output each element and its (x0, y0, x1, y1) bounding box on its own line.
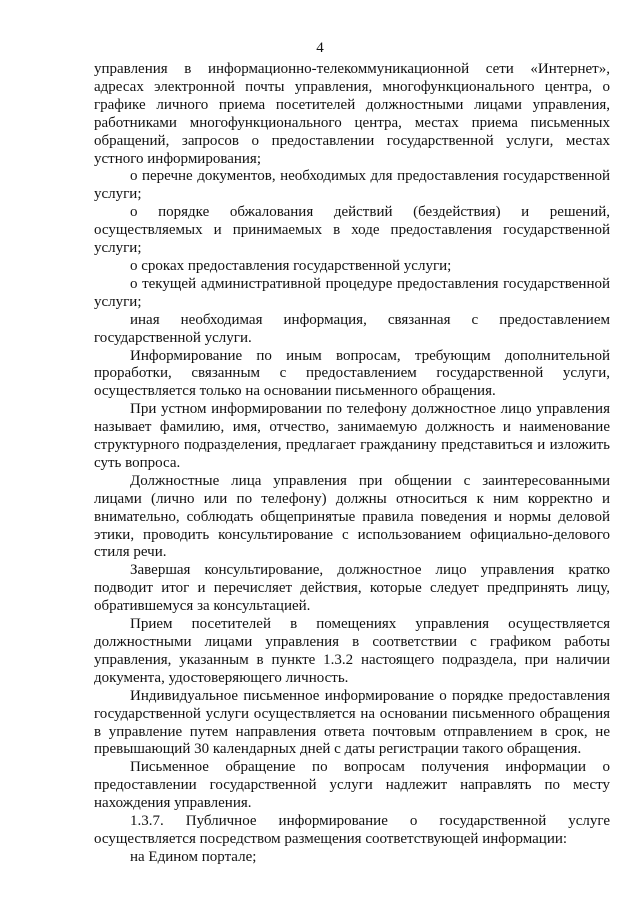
paragraph: Информирование по иным вопросам, требующим дополнительной проработки, связанным с предоставлением государственной услуги, осуществляется только на основании письменного обращения. (94, 347, 610, 400)
paragraph: о текущей административной процедуре предоставления государственной услуги; (94, 275, 610, 310)
paragraph: о порядке обжалования действий (бездействия) и решений, осуществляемых и принимаемых в ходе предоставления государственной услуги; (94, 204, 610, 257)
paragraph: Письменное обращение по вопросам получения информации о предоставлении государственной услуги надлежит направлять по месту нахождения управления. (94, 759, 610, 812)
paragraph: Прием посетителей в помещениях управления осуществляется должностными лицами управления в соответствии с графиком работы управления, указанным в пункте 1.3.2 настоящего подраздела, при наличии документа, удостоверяющего личность. (94, 616, 610, 686)
paragraph: иная необходимая информация, связанная с предоставлением государственной услуги. (94, 311, 610, 346)
paragraph: Должностные лица управления при общении с заинтересованными лицами (лично или по телефону) должны относиться к ним корректно и внимательно, соблюдать общепринятые правила поведения и нормы деловой этики, проводить консультирование с использованием официально-делового стиля речи. (94, 472, 610, 561)
paragraph: на Едином портале; (130, 848, 257, 865)
page-number: 4 (316, 40, 324, 56)
paragraph: При устном информировании по телефону должностное лицо управления называет фамилию, имя, отчество, занимаемую должность и наименование структурного подразделения, предлагает гражданину представиться и изложить суть вопроса. (94, 401, 610, 471)
paragraph: Завершая консультирование, должностное лицо управления кратко подводит итог и перечисляет действия, которые следует предпринять лицу, обратившемуся за консультацией. (94, 562, 610, 615)
paragraph: Индивидуальное письменное информирование о порядке предоставления государственной услуги осуществляется на основании письменного обращения в управление путем направления ответа почтовым отправлением в срок, не превышающий 30 календарных дней с даты регистрации такого обращения. (94, 687, 610, 758)
paragraph: о перечне документов, необходимых для предоставления государственной услуги; (94, 168, 610, 203)
paragraph: управления в информационно-телекоммуникационной сети «Интернет», адресах электронной почты управления, многофункционального центра, о графике личного приема посетителей должностными лицами управления, работниками многофункционального центра, местах приема письменных обращений, запросов о предоставлении государственной услуги, местах устного информирования; (94, 61, 610, 167)
paragraph: о сроках предоставления государственной услуги; (130, 257, 452, 274)
document-body (94, 61, 610, 867)
paragraph: 1.3.7. Публичное информирование о государственной услуге осуществляется посредством размещения соответствующей информации: (94, 813, 610, 847)
